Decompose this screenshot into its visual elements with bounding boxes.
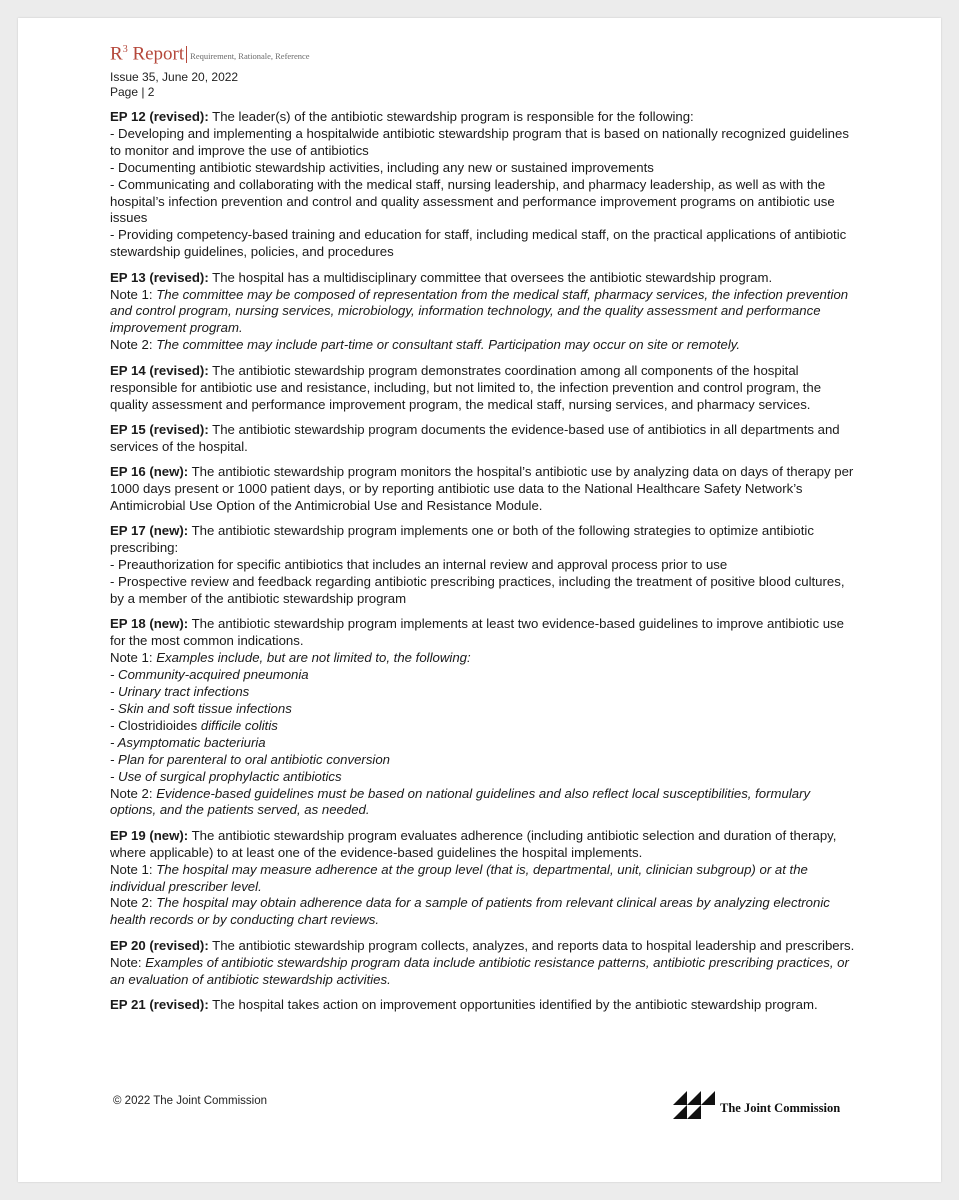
note-2: Note 2: Evidence-based guidelines must be based on national guidelines and also reflect local susceptibilities, formulary options, and the patients served, as needed.: [110, 785, 811, 818]
ep-heading: EP 16 (new):: [110, 464, 189, 480]
ep-19: EP 19 (new): The antibiotic stewardship program evaluates adherence (including antibiotic selection and duration of therapy, where applicable) to at least one of the evidence-based guidelines the hospital implements. Note 1: The hospital may measure adherence at the group level (that is, departmental, unit, clinician subgroup) or at the individual prescriber level. Note 2: The hospital may obtain adherence data for a sample of patients from relevant clinical areas by analyzing electronic health records or by conducting chart reviews.: [110, 828, 858, 929]
list-item: - Use of surgical prophylactic antibiotics: [110, 768, 342, 784]
list-item: - Preauthorization for specific antibiotics that includes an internal review and approval process prior to use: [110, 557, 728, 573]
issue-date: Issue 35, June 20, 2022: [110, 70, 239, 85]
copyright-text: © 2022 The Joint Commission: [113, 1095, 267, 1107]
ep-15: EP 15 (revised): The antibiotic stewardship program documents the evidence-based use of antibiotics in all departments and services of the hospital.: [110, 421, 840, 454]
list-item: - Developing and implementing a hospitalwide antibiotic stewardship program that is based on nationally recognized guidelines to monitor and improve the use of antibiotics: [110, 125, 849, 158]
joint-commission-logo: [673, 1091, 840, 1119]
brand-logo: [110, 40, 310, 64]
list-item: - Clostridioides difficile colitis: [110, 717, 278, 733]
ep-14: EP 14 (revised): The antibiotic stewardship program demonstrates coordination among all components of the hospital responsible for antibiotic use and resistance, including, but not limited to, the infection prevention and control program, the quality assessment and performance improvement program, the medical staff, nursing services, and pharmacy services.: [110, 362, 822, 412]
note-1: Note 1: The committee may be composed of representation from the medical staff, pharmacy services, the infection prevention and control program, nursing services, microbiology, information technology, and the quality assessment and performance improvement program.: [110, 286, 849, 336]
ep-heading: EP 13 (revised):: [110, 269, 209, 285]
list-item: - Documenting antibiotic stewardship activities, including any new or sustained improvements: [110, 159, 654, 175]
report-header: [110, 40, 310, 100]
document-body: [110, 109, 858, 1022]
ep-16: EP 16 (new): The antibiotic stewardship program monitors the hospital’s antibiotic use by analyzing data on days of therapy per 1000 days present or 1000 patient days, or by reporting antibiotic use data to the National Healthcare Safety Network’s Antimicrobial Use Option of the Antimicrobial Use and Resistance Module.: [110, 464, 854, 514]
brand-tagline: Requirement, Rationale, Reference: [190, 51, 310, 62]
ep-heading: EP 19 (new):: [110, 827, 189, 843]
ep-heading: EP 12 (revised):: [110, 109, 209, 124]
brand-divider: [186, 46, 187, 63]
note: Note: Examples of antibiotic stewardship program data include antibiotic resistance patterns, antibiotic prescribing practices, or an evaluation of antibiotic stewardship activities.: [110, 954, 849, 987]
logo-text: The Joint Commission: [720, 1100, 841, 1115]
ep-13: EP 13 (revised): The hospital has a multidisciplinary committee that oversees the antibiotic stewardship program. Note 1: The committee may be composed of representation from the medical staff, pharmacy services, the infection prevention and control program, nursing services, microbiology, information technology, and the quality assessment and performance improvement program. Note 2: The committee may include part-time or consultant staff. Participation may occur on site or remotely.: [110, 270, 858, 355]
list-item: - Providing competency-based training and education for staff, including medical staff, on the practical applications of antibiotic stewardship guidelines, policies, and procedures: [110, 227, 847, 260]
list-item: - Asymptomatic bacteriuria: [110, 734, 266, 750]
note-2: Note 2: The committee may include part-time or consultant staff. Participation may occur on site or remotely.: [110, 337, 741, 353]
ep-heading: EP 14 (revised):: [110, 362, 209, 378]
note-2: Note 2: The hospital may obtain adherence data for a sample of patients from relevant clinical areas by analyzing electronic health records or by conducting chart reviews.: [110, 895, 830, 928]
list-item: - Community-acquired pneumonia: [110, 667, 309, 683]
ep-heading: EP 18 (new):: [110, 616, 189, 632]
joint-commission-logo-icon: [673, 1091, 717, 1119]
list-item: - Plan for parenteral to oral antibiotic conversion: [110, 751, 391, 767]
list-item: - Urinary tract infections: [110, 684, 250, 700]
list-item: - Prospective review and feedback regarding antibiotic prescribing practices, including the treatment of positive blood cultures, by a member of the antibiotic stewardship program: [110, 574, 845, 607]
ep-heading: EP 17 (new):: [110, 523, 189, 539]
brand-name: $R^3$ Report: [110, 43, 185, 65]
ep-20: EP 20 (revised): The antibiotic stewardship program collects, analyzes, and reports data to hospital leadership and prescribers. Note: Examples of antibiotic stewardship program data include antibiotic resistance patterns, antibiotic prescribing practices, or an evaluation of antibiotic stewardship activities.: [110, 938, 858, 989]
note-1: Note 1: Examples include, but are not limited to, the following:: [110, 650, 471, 666]
ep-heading: EP 15 (revised):: [110, 421, 209, 437]
page-number: Page | 2: [110, 85, 155, 100]
note-1: Note 1: The hospital may measure adherence at the group level (that is, departmental, unit, clinician subgroup) or at the individual prescriber level.: [110, 861, 808, 894]
document-page: [18, 18, 941, 1182]
ep-heading: EP 20 (revised):: [110, 937, 209, 953]
ep-18: EP 18 (new): The antibiotic stewardship program implements at least two evidence-based guidelines to improve antibiotic use for the most common indications. Note 1: Examples include, but are not limited to, the following: - Community-acquired pneumonia - Urinary tract infections - Skin and soft tissue infections - Clostridioides difficile colitis - Asymptomatic bacteriuria - Plan for parenteral to oral antibiotic conversion - Use of surgical prophylactic antibiotics Note 2: Evidence-based guidelines must be based on national guidelines and also reflect local susceptibilities, formulary options, and the patients served, as needed.: [110, 616, 858, 819]
list-item: - Communicating and collaborating with the medical staff, nursing leadership, and pharmacy leadership, as well as with the hospital’s infection prevention and control and quality assessment and performance improvement programs on antibiotic use issues: [110, 176, 835, 226]
ep-heading: EP 21 (revised):: [110, 997, 209, 1012]
ep-21: EP 21 (revised): The hospital takes action on improvement opportunities identified by the antibiotic stewardship program.: [110, 997, 818, 1012]
list-item: - Skin and soft tissue infections: [110, 701, 292, 716]
ep-17: EP 17 (new): The antibiotic stewardship program implements one or both of the following strategies to optimize antibiotic prescribing: - Preauthorization for specific antibiotics that includes an internal review and approval process prior to use - Prospective review and feedback regarding antibiotic prescribing practices, including the treatment of positive blood cultures, by a member of the antibiotic stewardship program: [110, 523, 858, 608]
ep-12: EP 12 (revised): The leader(s) of the antibiotic stewardship program is responsible for the following: - Developing and implementing a hospitalwide antibiotic stewardship program that is based on nationally recognized guidelines to monitor and improve the use of antibiotics - Documenting antibiotic stewardship activities, including any new or sustained improvements - Communicating and collaborating with the medical staff, nursing leadership, and pharmacy leadership, as well as with the hospital’s infection prevention and control and quality assessment and performance improvement programs on antibiotic use issues - Providing competency-based training and education for staff, including medical staff, on the practical applications of antibiotic stewardship guidelines, policies, and procedures: [110, 109, 858, 261]
